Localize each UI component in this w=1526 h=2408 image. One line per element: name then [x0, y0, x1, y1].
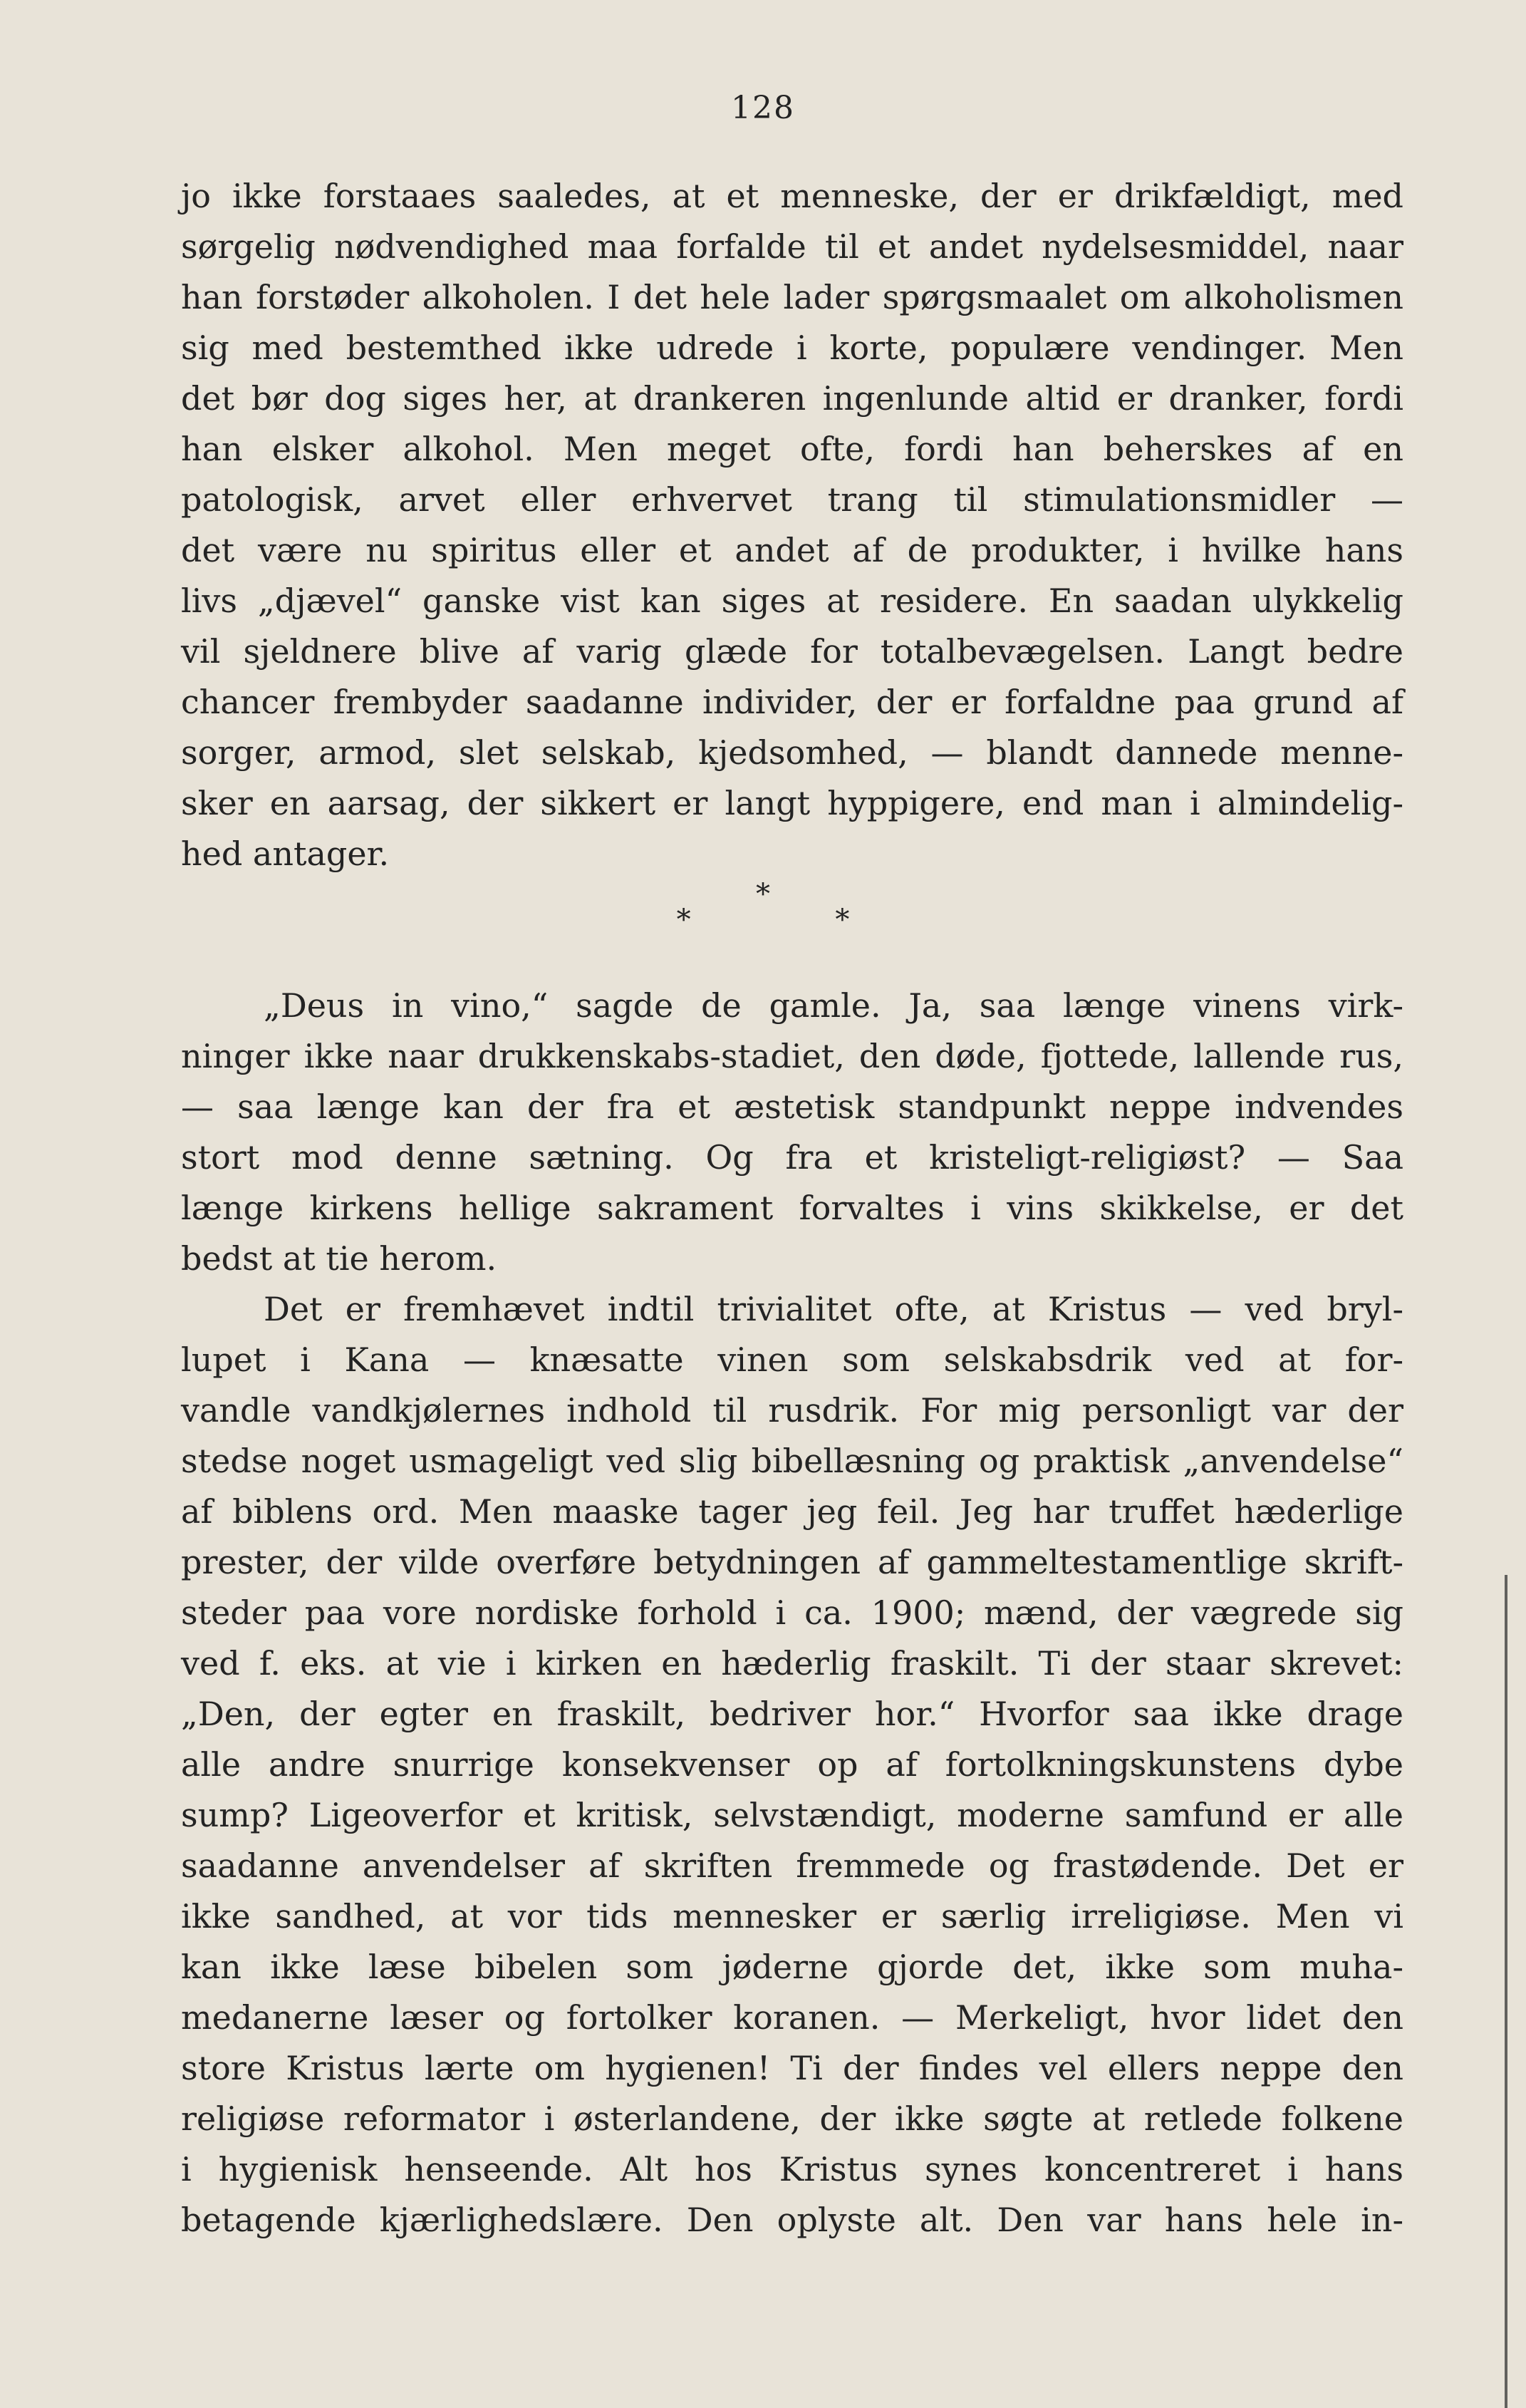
- text-line: det bør dog siges her, at drankeren ingenlunde altid er dranker, fordi: [181, 379, 1403, 418]
- text-line: sker en aarsag, der sikkert er langt hyppigere, end man i almindelig-: [181, 784, 1403, 822]
- text-line: betagende kjærlighedslære. Den oplyste alt. Den var hans hele in-: [181, 2201, 1403, 2239]
- text-line: „Deus in vino,“ sagde de gamle. Ja, saa længe vinens virk-: [264, 986, 1403, 1025]
- text-line: store Kristus lærte om hygienen! Ti der findes vel ellers neppe den: [181, 2049, 1403, 2087]
- text-line: ikke sandhed, at vor tids mennesker er særlig irreligiøse. Men vi: [181, 1897, 1403, 1936]
- text-line: ninger ikke naar drukkenskabs-stadiet, den døde, fjottede, lallende rus,: [181, 1037, 1403, 1075]
- text-line: sørgelig nødvendighed maa forfalde til et andet nydelsesmiddel, naar: [181, 227, 1403, 266]
- text-line: af biblens ord. Men maaske tager jeg feil. Jeg har truffet hæderlige: [181, 1492, 1403, 1531]
- section-separator-top-star: *: [756, 878, 770, 911]
- text-line: prester, der vilde overføre betydningen af gammeltestamentlige skrift-: [181, 1543, 1403, 1581]
- text-line: chancer frembyder saadanne individer, der er forfaldne paa grund af: [181, 683, 1403, 721]
- text-line: patologisk, arvet eller erhvervet trang til stimulationsmidler —: [181, 480, 1403, 519]
- separator-star-left: *: [676, 904, 691, 936]
- text-line: saadanne anvendelser af skriften fremmede og frastødende. Det er: [181, 1846, 1403, 1885]
- text-line: længe kirkens hellige sakrament forvaltes i vins skikkelse, er det: [181, 1189, 1403, 1227]
- text-line: vil sjeldnere blive af varig glæde for totalbevægelsen. Langt bedre: [181, 632, 1403, 671]
- text-line: han forstøder alkoholen. I det hele lader spørgsmaalet om alkoholismen: [181, 278, 1403, 316]
- text-line: stedse noget usmageligt ved slig bibellæsning og praktisk „anvendelse“: [181, 1442, 1403, 1480]
- text-line: Det er fremhævet indtil trivialitet ofte, at Kristus — ved bryl-: [264, 1290, 1403, 1328]
- paragraph-alcoholism: [181, 171, 1403, 879]
- text-line: sig med bestemthed ikke udrede i korte, populære vendinger. Men: [181, 329, 1403, 367]
- text-line: i hygienisk henseende. Alt hos Kristus synes koncentreret i hans: [181, 2150, 1403, 2189]
- page-edge-shadow: [1505, 1575, 1507, 2408]
- text-line: jo ikke forstaaes saaledes, at et menneske, der er drikfældigt, med: [181, 177, 1403, 215]
- text-line: stort mod denne sætning. Og fra et kristeligt-religiøst? — Saa: [181, 1138, 1403, 1177]
- text-line: vandle vandkjølernes indhold til rusdrik. For mig personligt var der: [181, 1391, 1403, 1430]
- text-line: hed antager.: [181, 834, 390, 873]
- text-line: kan ikke læse bibelen som jøderne gjorde det, ikke som muha-: [181, 1948, 1403, 1986]
- text-line: alle andre snurrige konsekvenser op af fortolkningskunstens dybe: [181, 1745, 1403, 1784]
- paragraph-deus-in-vino: [181, 981, 1403, 2246]
- section-separator-bottom-stars: [0, 904, 1526, 936]
- page-number: 128: [731, 90, 795, 126]
- text-line: medanerne læser og fortolker koranen. — Merkeligt, hvor lidet den: [181, 1998, 1403, 2037]
- text-line: — saa længe kan der fra et æstetisk standpunkt neppe indvendes: [181, 1087, 1403, 1126]
- text-line: lupet i Kana — knæsatte vinen som selskabsdrik ved at for-: [181, 1340, 1403, 1379]
- text-line: „Den, der egter en fraskilt, bedriver hor.“ Hvorfor saa ikke drage: [181, 1695, 1403, 1733]
- text-line: livs „djævel“ ganske vist kan siges at residere. En saadan ulykkelig: [181, 582, 1403, 620]
- text-line: han elsker alkohol. Men meget ofte, fordi han beherskes af en: [181, 430, 1403, 468]
- text-line: sump? Ligeoverfor et kritisk, selvstændigt, moderne samfund er alle: [181, 1796, 1403, 1834]
- separator-star-right: *: [835, 904, 850, 936]
- text-line: det være nu spiritus eller et andet af de produkter, i hvilke hans: [181, 531, 1403, 569]
- text-line: religiøse reformator i østerlandene, der ikke søgte at retlede folkene: [181, 2099, 1403, 2138]
- text-line: sorger, armod, slet selskab, kjedsomhed, — blandt dannede menne-: [181, 733, 1403, 772]
- text-line: ved f. eks. at vie i kirken en hæderlig fraskilt. Ti der staar skrevet:: [181, 1644, 1403, 1683]
- text-line: steder paa vore nordiske forhold i ca. 1900; mænd, der vægrede sig: [181, 1593, 1403, 1632]
- text-line: bedst at tie herom.: [181, 1239, 497, 1278]
